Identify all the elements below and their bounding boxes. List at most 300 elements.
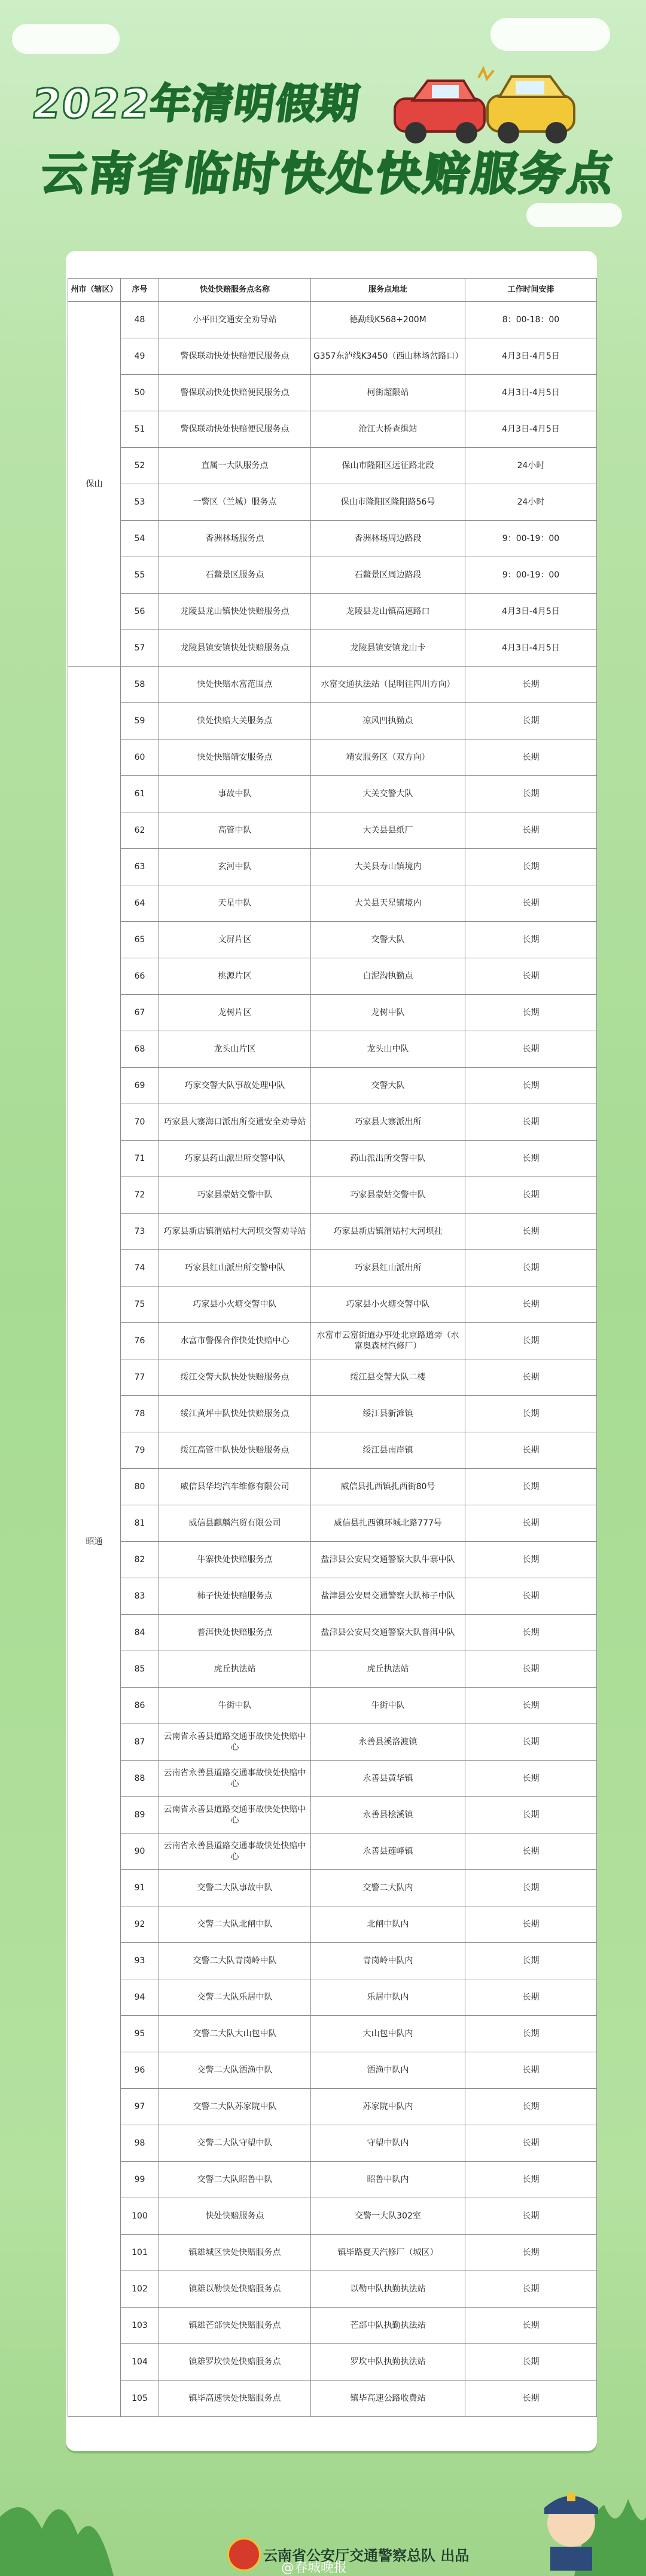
hours-cell: 长期 bbox=[465, 1432, 597, 1469]
address-cell: 镇毕路夏天汽修厂（城区） bbox=[311, 2235, 465, 2271]
table-row bbox=[68, 2089, 597, 2125]
name-cell: 柿子快处快赔服务点 bbox=[159, 1578, 311, 1615]
address-cell: 药山派出所交警中队 bbox=[311, 1141, 465, 1177]
hours-cell: 长期 bbox=[465, 740, 597, 776]
number-cell: 59 bbox=[121, 703, 159, 740]
address-cell: 以勒中队执勤执法站 bbox=[311, 2271, 465, 2308]
table-row bbox=[68, 338, 597, 375]
number-cell: 98 bbox=[121, 2125, 159, 2162]
table-row bbox=[68, 1542, 597, 1578]
number-cell: 101 bbox=[121, 2235, 159, 2271]
name-cell: 快处快赔水富范围点 bbox=[159, 667, 311, 703]
police-emblem-icon bbox=[227, 2538, 261, 2571]
address-cell: 凉风凹执勤点 bbox=[311, 703, 465, 740]
name-cell: 云南省永善县道路交通事故快处快赔中心 bbox=[159, 1724, 311, 1761]
hours-cell: 长期 bbox=[465, 1797, 597, 1834]
hours-cell: 长期 bbox=[465, 1214, 597, 1250]
address-cell: 龙陵县镇安镇龙山卡 bbox=[311, 630, 465, 667]
number-cell: 53 bbox=[121, 484, 159, 521]
hours-cell: 长期 bbox=[465, 812, 597, 849]
address-cell: G357东泸线K3450（西山林场岔路口） bbox=[311, 338, 465, 375]
number-cell: 92 bbox=[121, 1906, 159, 1943]
hours-cell: 长期 bbox=[465, 849, 597, 885]
number-cell: 103 bbox=[121, 2308, 159, 2344]
number-cell: 84 bbox=[121, 1615, 159, 1651]
hours-cell: 长期 bbox=[465, 995, 597, 1031]
hours-cell: 长期 bbox=[465, 1943, 597, 1979]
number-cell: 73 bbox=[121, 1214, 159, 1250]
address-cell: 虎丘执法站 bbox=[311, 1651, 465, 1688]
number-cell: 51 bbox=[121, 411, 159, 448]
table-row bbox=[68, 302, 597, 338]
table-row bbox=[68, 1177, 597, 1214]
table-row bbox=[68, 1870, 597, 1906]
hours-cell: 长期 bbox=[465, 1104, 597, 1141]
number-cell: 80 bbox=[121, 1469, 159, 1505]
table-row bbox=[68, 1761, 597, 1797]
name-cell: 镇雄罗坎快处快赔服务点 bbox=[159, 2344, 311, 2381]
hours-cell: 长期 bbox=[465, 703, 597, 740]
address-cell: 交警二大队内 bbox=[311, 1870, 465, 1906]
hours-cell: 长期 bbox=[465, 922, 597, 958]
hours-cell: 9：00-19：00 bbox=[465, 557, 597, 594]
number-cell: 82 bbox=[121, 1542, 159, 1578]
number-cell: 68 bbox=[121, 1031, 159, 1068]
hours-cell: 长期 bbox=[465, 1469, 597, 1505]
table-row bbox=[68, 667, 597, 703]
address-cell: 昭鲁中队内 bbox=[311, 2162, 465, 2198]
name-cell: 交警二大队大山包中队 bbox=[159, 2016, 311, 2052]
hours-cell: 长期 bbox=[465, 2381, 597, 2417]
table-row bbox=[68, 885, 597, 922]
name-cell: 牛寨快处快赔服务点 bbox=[159, 1542, 311, 1578]
name-cell: 镇雄城区快处快赔服务点 bbox=[159, 2235, 311, 2271]
name-cell: 文屏片区 bbox=[159, 922, 311, 958]
hours-cell: 长期 bbox=[465, 1761, 597, 1797]
table-header-row bbox=[68, 279, 597, 302]
table-row bbox=[68, 2308, 597, 2344]
number-cell: 66 bbox=[121, 958, 159, 995]
address-cell: 香洲林场周边路段 bbox=[311, 521, 465, 557]
hours-cell: 长期 bbox=[465, 667, 597, 703]
region-cell: 昭通 bbox=[68, 667, 121, 2417]
number-cell: 76 bbox=[121, 1323, 159, 1359]
table-row bbox=[68, 2381, 597, 2417]
hours-cell: 长期 bbox=[465, 1542, 597, 1578]
name-cell: 玄河中队 bbox=[159, 849, 311, 885]
number-cell: 97 bbox=[121, 2089, 159, 2125]
name-cell: 巧家县红山派出所交警中队 bbox=[159, 1250, 311, 1287]
address-cell: 罗坎中队执勤执法站 bbox=[311, 2344, 465, 2381]
table-row bbox=[68, 594, 597, 630]
address-cell: 北闸中队内 bbox=[311, 1906, 465, 1943]
table-row bbox=[68, 812, 597, 849]
table-row bbox=[68, 1578, 597, 1615]
name-cell: 交警二大队青岗岭中队 bbox=[159, 1943, 311, 1979]
name-cell: 交警二大队洒渔中队 bbox=[159, 2052, 311, 2089]
page-title-line1: 2022年清明假期 bbox=[29, 81, 363, 128]
table-row bbox=[68, 484, 597, 521]
name-cell: 云南省永善县道路交通事故快处快赔中心 bbox=[159, 1834, 311, 1870]
table-row bbox=[68, 776, 597, 812]
name-cell: 天星中队 bbox=[159, 885, 311, 922]
name-cell: 镇雄以勒快处快赔服务点 bbox=[159, 2271, 311, 2308]
table-row bbox=[68, 448, 597, 484]
name-cell: 巧家县小火塘交警中队 bbox=[159, 1287, 311, 1323]
table-row bbox=[68, 2235, 597, 2271]
name-cell: 香洲林场服务点 bbox=[159, 521, 311, 557]
number-cell: 57 bbox=[121, 630, 159, 667]
hours-cell: 长期 bbox=[465, 1578, 597, 1615]
address-cell: 永善县桧溪镇 bbox=[311, 1797, 465, 1834]
address-cell: 绥江县南岸镇 bbox=[311, 1432, 465, 1469]
number-cell: 64 bbox=[121, 885, 159, 922]
address-cell: 镇毕高速公路收费站 bbox=[311, 2381, 465, 2417]
hours-cell: 长期 bbox=[465, 1031, 597, 1068]
name-cell: 巧家县蒙姑交警中队 bbox=[159, 1177, 311, 1214]
name-cell: 龙陵县龙山镇快处快赔服务点 bbox=[159, 594, 311, 630]
number-cell: 62 bbox=[121, 812, 159, 849]
address-cell: 白泥沟执勤点 bbox=[311, 958, 465, 995]
hours-cell: 4月3日-4月5日 bbox=[465, 630, 597, 667]
address-cell: 盐津县公安局交通警察大队柿子中队 bbox=[311, 1578, 465, 1615]
header-hours: 工作时间安排 bbox=[465, 279, 597, 302]
name-cell: 水富市警保合作快处快赔中心 bbox=[159, 1323, 311, 1359]
hours-cell: 长期 bbox=[465, 1979, 597, 2016]
address-cell: 洒渔中队内 bbox=[311, 2052, 465, 2089]
address-cell: 永善县莲峰镇 bbox=[311, 1834, 465, 1870]
address-cell: 盐津县公安局交通警察大队牛寨中队 bbox=[311, 1542, 465, 1578]
police-mascot-icon bbox=[526, 2481, 616, 2571]
number-cell: 70 bbox=[121, 1104, 159, 1141]
name-cell: 快处快赔服务点 bbox=[159, 2198, 311, 2235]
hours-cell: 长期 bbox=[465, 1615, 597, 1651]
address-cell: 青岗岭中队内 bbox=[311, 1943, 465, 1979]
table-row bbox=[68, 2344, 597, 2381]
address-cell: 大关县天星镇境内 bbox=[311, 885, 465, 922]
name-cell: 虎丘执法站 bbox=[159, 1651, 311, 1688]
number-cell: 99 bbox=[121, 2162, 159, 2198]
table-row bbox=[68, 1651, 597, 1688]
service-point-table bbox=[68, 278, 597, 2417]
address-cell: 威信县扎西镇环城北路777号 bbox=[311, 1505, 465, 1542]
name-cell: 警保联动快处快赔便民服务点 bbox=[159, 338, 311, 375]
hours-cell: 长期 bbox=[465, 1870, 597, 1906]
number-cell: 54 bbox=[121, 521, 159, 557]
hours-cell: 长期 bbox=[465, 2125, 597, 2162]
number-cell: 89 bbox=[121, 1797, 159, 1834]
table-row bbox=[68, 630, 597, 667]
header-address: 服务点地址 bbox=[311, 279, 465, 302]
hours-cell: 4月3日-4月5日 bbox=[465, 338, 597, 375]
hours-cell: 长期 bbox=[465, 1177, 597, 1214]
address-cell: 巧家县新店镇渭姑村大河坝社 bbox=[311, 1214, 465, 1250]
number-cell: 75 bbox=[121, 1287, 159, 1323]
name-cell: 威信县华均汽车维修有限公司 bbox=[159, 1469, 311, 1505]
page-title-line2: 云南省临时快处快赔服务点 bbox=[37, 147, 620, 200]
number-cell: 85 bbox=[121, 1651, 159, 1688]
address-cell: 沧江大桥查缉站 bbox=[311, 411, 465, 448]
hours-cell: 长期 bbox=[465, 1688, 597, 1724]
address-cell: 大关交警大队 bbox=[311, 776, 465, 812]
hours-cell: 4月3日-4月5日 bbox=[465, 411, 597, 448]
hours-cell: 长期 bbox=[465, 1359, 597, 1396]
hours-cell: 长期 bbox=[465, 1906, 597, 1943]
name-cell: 桃源片区 bbox=[159, 958, 311, 995]
name-cell: 交警二大队北闸中队 bbox=[159, 1906, 311, 1943]
address-cell: 乐居中队内 bbox=[311, 1979, 465, 2016]
number-cell: 77 bbox=[121, 1359, 159, 1396]
hours-cell: 长期 bbox=[465, 2089, 597, 2125]
address-cell: 水富交通执法站（昆明往四川方向） bbox=[311, 667, 465, 703]
hours-cell: 长期 bbox=[465, 885, 597, 922]
number-cell: 69 bbox=[121, 1068, 159, 1104]
table-row bbox=[68, 1287, 597, 1323]
table-row bbox=[68, 740, 597, 776]
table-row bbox=[68, 1469, 597, 1505]
table-row bbox=[68, 2052, 597, 2089]
table-row bbox=[68, 1943, 597, 1979]
table-row bbox=[68, 1505, 597, 1542]
hours-cell: 长期 bbox=[465, 2052, 597, 2089]
name-cell: 绥江交警大队快处快赔服务点 bbox=[159, 1359, 311, 1396]
hours-cell: 长期 bbox=[465, 2344, 597, 2381]
hours-cell: 4月3日-4月5日 bbox=[465, 375, 597, 411]
table-row bbox=[68, 1432, 597, 1469]
hours-cell: 长期 bbox=[465, 1651, 597, 1688]
address-cell: 巧家县红山派出所 bbox=[311, 1250, 465, 1287]
hours-cell: 9：00-19：00 bbox=[465, 521, 597, 557]
address-cell: 苏家院中队内 bbox=[311, 2089, 465, 2125]
table-row bbox=[68, 958, 597, 995]
number-cell: 105 bbox=[121, 2381, 159, 2417]
hours-cell: 长期 bbox=[465, 1068, 597, 1104]
address-cell: 巧家县大寨派出所 bbox=[311, 1104, 465, 1141]
header-name: 快处快赔服务点名称 bbox=[159, 279, 311, 302]
address-cell: 石鳖景区周边路段 bbox=[311, 557, 465, 594]
number-cell: 104 bbox=[121, 2344, 159, 2381]
number-cell: 86 bbox=[121, 1688, 159, 1724]
name-cell: 绥江黄坪中队快处快赔服务点 bbox=[159, 1396, 311, 1432]
table-row bbox=[68, 557, 597, 594]
table-row bbox=[68, 1323, 597, 1359]
number-cell: 49 bbox=[121, 338, 159, 375]
header bbox=[0, 0, 646, 245]
hours-cell: 长期 bbox=[465, 1505, 597, 1542]
table-row bbox=[68, 411, 597, 448]
number-cell: 78 bbox=[121, 1396, 159, 1432]
number-cell: 61 bbox=[121, 776, 159, 812]
table-row bbox=[68, 1214, 597, 1250]
table-row bbox=[68, 1979, 597, 2016]
table-row bbox=[68, 2198, 597, 2235]
address-cell: 交警一大队302室 bbox=[311, 2198, 465, 2235]
name-cell: 云南省永善县道路交通事故快处快赔中心 bbox=[159, 1761, 311, 1797]
address-cell: 龙头山中队 bbox=[311, 1031, 465, 1068]
hours-cell: 长期 bbox=[465, 1323, 597, 1359]
car-accident-illustration bbox=[389, 66, 580, 149]
address-cell: 龙树中队 bbox=[311, 995, 465, 1031]
table-row bbox=[68, 922, 597, 958]
hours-cell: 长期 bbox=[465, 2198, 597, 2235]
name-cell: 交警二大队昭鲁中队 bbox=[159, 2162, 311, 2198]
table-row bbox=[68, 703, 597, 740]
name-cell: 快处快赔靖安服务点 bbox=[159, 740, 311, 776]
name-cell: 龙头山片区 bbox=[159, 1031, 311, 1068]
address-cell: 绥江县新滩镇 bbox=[311, 1396, 465, 1432]
number-cell: 83 bbox=[121, 1578, 159, 1615]
hours-cell: 8：00-18：00 bbox=[465, 302, 597, 338]
address-cell: 威信县扎西镇扎西街80号 bbox=[311, 1469, 465, 1505]
name-cell: 警保联动快处快赔便民服务点 bbox=[159, 411, 311, 448]
number-cell: 55 bbox=[121, 557, 159, 594]
address-cell: 芒部中队执勤执法站 bbox=[311, 2308, 465, 2344]
number-cell: 63 bbox=[121, 849, 159, 885]
table-row bbox=[68, 2271, 597, 2308]
number-cell: 91 bbox=[121, 1870, 159, 1906]
name-cell: 直属一大队服务点 bbox=[159, 448, 311, 484]
address-cell: 交警大队 bbox=[311, 922, 465, 958]
address-cell: 巧家县小火塘交警中队 bbox=[311, 1287, 465, 1323]
address-cell: 绥江县交警大队二楼 bbox=[311, 1359, 465, 1396]
number-cell: 94 bbox=[121, 1979, 159, 2016]
hours-cell: 24小时 bbox=[465, 484, 597, 521]
number-cell: 48 bbox=[121, 302, 159, 338]
name-cell: 一警区（兰城）服务点 bbox=[159, 484, 311, 521]
table-row bbox=[68, 2162, 597, 2198]
name-cell: 牛街中队 bbox=[159, 1688, 311, 1724]
name-cell: 警保联动快处快赔便民服务点 bbox=[159, 375, 311, 411]
name-cell: 快处快赔大关服务点 bbox=[159, 703, 311, 740]
footer-org: 云南省公安厅交通警察总队 出品 bbox=[263, 2547, 470, 2564]
address-cell: 永善县黄华镇 bbox=[311, 1761, 465, 1797]
number-cell: 93 bbox=[121, 1943, 159, 1979]
number-cell: 96 bbox=[121, 2052, 159, 2089]
number-cell: 52 bbox=[121, 448, 159, 484]
name-cell: 交警二大队事故中队 bbox=[159, 1870, 311, 1906]
table-row bbox=[68, 521, 597, 557]
table-row bbox=[68, 2016, 597, 2052]
name-cell: 镇雄芒部快处快赔服务点 bbox=[159, 2308, 311, 2344]
name-cell: 巧家交警大队事故处理中队 bbox=[159, 1068, 311, 1104]
number-cell: 87 bbox=[121, 1724, 159, 1761]
number-cell: 102 bbox=[121, 2271, 159, 2308]
table-row bbox=[68, 1031, 597, 1068]
hours-cell: 长期 bbox=[465, 1250, 597, 1287]
name-cell: 巧家县药山派出所交警中队 bbox=[159, 1141, 311, 1177]
number-cell: 58 bbox=[121, 667, 159, 703]
table-row bbox=[68, 375, 597, 411]
header-region: 州市（辖区） bbox=[68, 279, 121, 302]
name-cell: 小平田交通安全劝导站 bbox=[159, 302, 311, 338]
hours-cell: 长期 bbox=[465, 1141, 597, 1177]
address-cell: 靖安服务区（双方向） bbox=[311, 740, 465, 776]
table-row bbox=[68, 1834, 597, 1870]
hours-cell: 长期 bbox=[465, 2271, 597, 2308]
number-cell: 74 bbox=[121, 1250, 159, 1287]
number-cell: 56 bbox=[121, 594, 159, 630]
address-cell: 保山市隆阳区隆阳路56号 bbox=[311, 484, 465, 521]
name-cell: 普洱快处快赔服务点 bbox=[159, 1615, 311, 1651]
name-cell: 镇毕高速快处快赔服务点 bbox=[159, 2381, 311, 2417]
name-cell: 交警二大队乐居中队 bbox=[159, 1979, 311, 2016]
address-cell: 交警大队 bbox=[311, 1068, 465, 1104]
address-cell: 牛街中队 bbox=[311, 1688, 465, 1724]
number-cell: 60 bbox=[121, 740, 159, 776]
table-row bbox=[68, 1068, 597, 1104]
yellow-car-icon bbox=[487, 77, 574, 143]
hours-cell: 长期 bbox=[465, 1834, 597, 1870]
name-cell: 云南省永善县道路交通事故快处快赔中心 bbox=[159, 1797, 311, 1834]
name-cell: 事故中队 bbox=[159, 776, 311, 812]
table-row bbox=[68, 1688, 597, 1724]
address-cell: 守望中队内 bbox=[311, 2125, 465, 2162]
address-cell: 保山市隆阳区远征路北段 bbox=[311, 448, 465, 484]
number-cell: 50 bbox=[121, 375, 159, 411]
address-cell: 水富市云富街道办事处北京路道旁（水富奥森材汽修厂） bbox=[311, 1323, 465, 1359]
address-cell: 柯街超限站 bbox=[311, 375, 465, 411]
number-cell: 79 bbox=[121, 1432, 159, 1469]
table-row bbox=[68, 1797, 597, 1834]
red-car-icon bbox=[395, 81, 484, 143]
table-row bbox=[68, 1250, 597, 1287]
number-cell: 88 bbox=[121, 1761, 159, 1797]
hours-cell: 长期 bbox=[465, 2235, 597, 2271]
table-row bbox=[68, 995, 597, 1031]
name-cell: 巧家县大寨海口派出所交通安全劝导站 bbox=[159, 1104, 311, 1141]
number-cell: 72 bbox=[121, 1177, 159, 1214]
hours-cell: 长期 bbox=[465, 958, 597, 995]
name-cell: 交警二大队苏家院中队 bbox=[159, 2089, 311, 2125]
number-cell: 65 bbox=[121, 922, 159, 958]
number-cell: 71 bbox=[121, 1141, 159, 1177]
hours-cell: 长期 bbox=[465, 1287, 597, 1323]
address-cell: 大关县寿山镇境内 bbox=[311, 849, 465, 885]
number-cell: 67 bbox=[121, 995, 159, 1031]
hours-cell: 长期 bbox=[465, 2162, 597, 2198]
address-cell: 德勐线K568+200M bbox=[311, 302, 465, 338]
hours-cell: 长期 bbox=[465, 1724, 597, 1761]
table-row bbox=[68, 1104, 597, 1141]
table-row bbox=[68, 2125, 597, 2162]
address-cell: 龙陵县龙山镇高速路口 bbox=[311, 594, 465, 630]
hours-cell: 长期 bbox=[465, 2016, 597, 2052]
number-cell: 81 bbox=[121, 1505, 159, 1542]
name-cell: 威信县麒麟汽贸有限公司 bbox=[159, 1505, 311, 1542]
table-row bbox=[68, 1615, 597, 1651]
hours-cell: 长期 bbox=[465, 776, 597, 812]
table-row bbox=[68, 1396, 597, 1432]
number-cell: 90 bbox=[121, 1834, 159, 1870]
header-number: 序号 bbox=[121, 279, 159, 302]
table-row bbox=[68, 849, 597, 885]
table-row bbox=[68, 1141, 597, 1177]
name-cell: 石鳖景区服务点 bbox=[159, 557, 311, 594]
watermark: @春城晚报 bbox=[281, 2560, 348, 2575]
hours-cell: 4月3日-4月5日 bbox=[465, 594, 597, 630]
name-cell: 绥江高管中队快处快赔服务点 bbox=[159, 1432, 311, 1469]
table-row bbox=[68, 1906, 597, 1943]
address-cell: 大关县县纸厂 bbox=[311, 812, 465, 849]
number-cell: 95 bbox=[121, 2016, 159, 2052]
name-cell: 巧家县新店镇渭姑村大河坝交警劝导站 bbox=[159, 1214, 311, 1250]
region-cell: 保山 bbox=[68, 302, 121, 667]
table-row bbox=[68, 1359, 597, 1396]
hours-cell: 24小时 bbox=[465, 448, 597, 484]
name-cell: 龙树片区 bbox=[159, 995, 311, 1031]
address-cell: 大山包中队内 bbox=[311, 2016, 465, 2052]
name-cell: 交警二大队守望中队 bbox=[159, 2125, 311, 2162]
